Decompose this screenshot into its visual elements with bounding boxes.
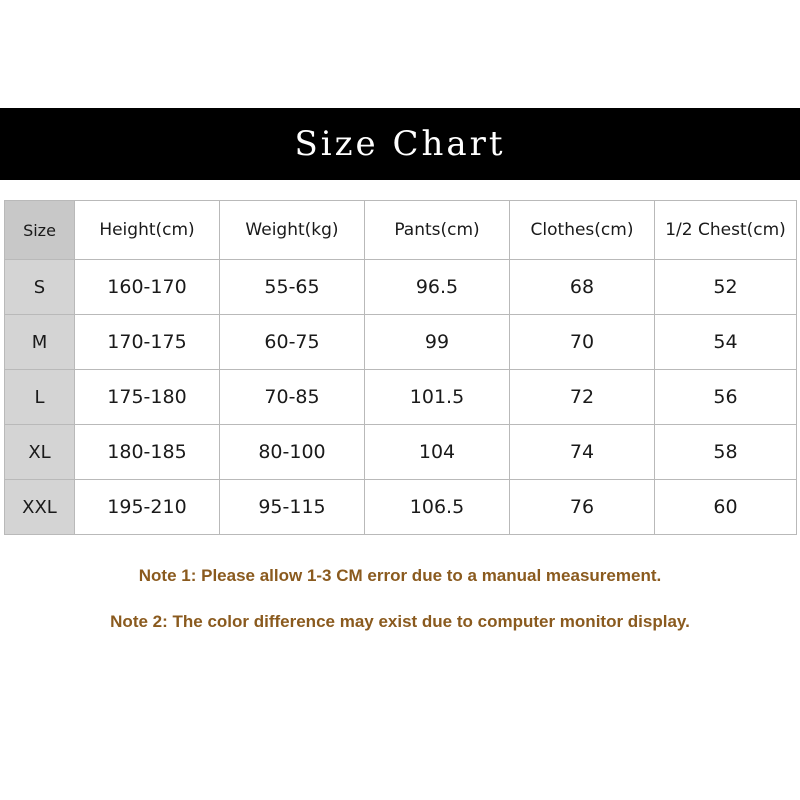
cell-half-chest: 54 <box>655 315 797 370</box>
cell-weight: 70-85 <box>220 370 365 425</box>
cell-clothes: 74 <box>510 425 655 480</box>
column-header-height: Height(cm) <box>75 201 220 260</box>
column-header-size: Size <box>5 201 75 260</box>
cell-weight: 95-115 <box>220 480 365 535</box>
table-body <box>5 260 797 535</box>
cell-half-chest: 52 <box>655 260 797 315</box>
cell-pants: 99 <box>365 315 510 370</box>
table-header-row <box>5 201 797 260</box>
cell-pants: 101.5 <box>365 370 510 425</box>
cell-pants: 106.5 <box>365 480 510 535</box>
cell-height: 170-175 <box>75 315 220 370</box>
cell-size: M <box>5 315 75 370</box>
page-title: Size Chart <box>294 124 506 164</box>
table-header <box>5 201 797 260</box>
size-chart-table-container <box>4 200 796 535</box>
cell-size: S <box>5 260 75 315</box>
cell-half-chest: 60 <box>655 480 797 535</box>
column-header-weight: Weight(kg) <box>220 201 365 260</box>
notes-section <box>0 566 800 633</box>
column-header-pants: Pants(cm) <box>365 201 510 260</box>
cell-clothes: 72 <box>510 370 655 425</box>
cell-weight: 80-100 <box>220 425 365 480</box>
note-1: Note 1: Please allow 1-3 CM error due to a manual measurement. <box>138 566 662 585</box>
cell-half-chest: 58 <box>655 425 797 480</box>
cell-clothes: 70 <box>510 315 655 370</box>
cell-weight: 60-75 <box>220 315 365 370</box>
cell-half-chest: 56 <box>655 370 797 425</box>
cell-height: 160-170 <box>75 260 220 315</box>
cell-weight: 55-65 <box>220 260 365 315</box>
cell-size: XXL <box>5 480 75 535</box>
column-header-half-chest: 1/2 Chest(cm) <box>655 201 797 260</box>
cell-size: XL <box>5 425 75 480</box>
table-row <box>5 315 797 370</box>
cell-clothes: 76 <box>510 480 655 535</box>
cell-height: 195-210 <box>75 480 220 535</box>
table-row <box>5 370 797 425</box>
title-banner <box>0 108 800 180</box>
cell-height: 175-180 <box>75 370 220 425</box>
note-2: Note 2: The color difference may exist due to computer monitor display. <box>110 612 690 632</box>
table-row <box>5 425 797 480</box>
cell-clothes: 68 <box>510 260 655 315</box>
cell-pants: 104 <box>365 425 510 480</box>
cell-height: 180-185 <box>75 425 220 480</box>
column-header-clothes: Clothes(cm) <box>510 201 655 260</box>
cell-pants: 96.5 <box>365 260 510 315</box>
size-chart-table <box>4 200 797 535</box>
table-row <box>5 480 797 535</box>
cell-size: L <box>5 370 75 425</box>
table-row <box>5 260 797 315</box>
